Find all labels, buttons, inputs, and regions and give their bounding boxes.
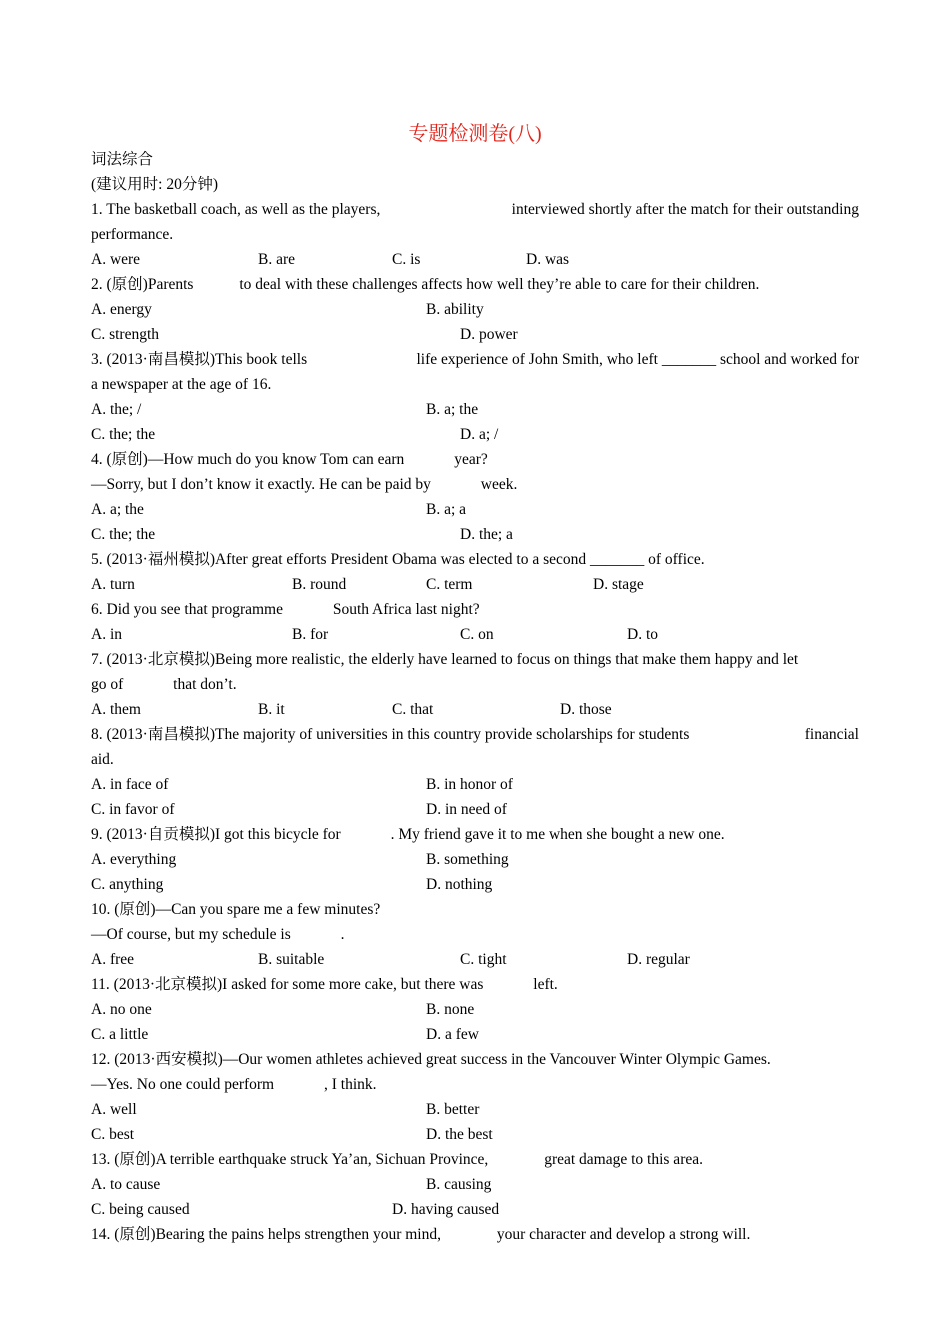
stem-text: left. xyxy=(533,976,558,993)
question-12-stem: 12. (2013·西安模拟)—Our women athletes achieved great success in the Vancouver Winter Olympic Games. xyxy=(91,1051,771,1068)
page-title: 专题检测卷(八) xyxy=(408,123,542,145)
option-d: D. those xyxy=(560,701,612,718)
question-13-stem xyxy=(91,1150,703,1170)
question-14-stem xyxy=(91,1225,750,1245)
option-a: A. in xyxy=(91,626,122,643)
stem-text: 3. (2013·南昌模拟)This book tells xyxy=(91,351,308,368)
question-1-stem xyxy=(91,200,859,220)
option-c: C. being caused xyxy=(91,1201,190,1218)
question-8-stem xyxy=(91,725,859,745)
option-c: C. the; the xyxy=(91,526,156,543)
option-a: A. everything xyxy=(91,851,177,868)
option-a: A. them xyxy=(91,701,141,718)
option-d: D. regular xyxy=(627,951,690,968)
option-b: B. causing xyxy=(426,1176,492,1193)
stem-text: that don’t. xyxy=(173,676,237,693)
option-b: B. in honor of xyxy=(426,776,513,793)
question-10-stem-cont xyxy=(91,925,345,945)
option-d: D. was xyxy=(526,251,570,268)
option-a: A. the; / xyxy=(91,401,142,418)
question-5-stem: 5. (2013·福州模拟)After great efforts President Obama was elected to a second _______ of office. xyxy=(91,551,705,568)
time-note: (建议用时: 20分钟) xyxy=(91,176,219,193)
option-b: B. it xyxy=(258,701,285,718)
stem-text: . xyxy=(340,926,345,943)
stem-text: week. xyxy=(480,476,518,493)
option-d: D. the best xyxy=(426,1126,493,1143)
option-b: B. for xyxy=(292,626,329,643)
option-b: B. better xyxy=(426,1101,480,1118)
option-b: B. none xyxy=(426,1001,475,1018)
stem-text: —Yes. No one could perform xyxy=(91,1076,278,1093)
option-b: B. a; a xyxy=(426,501,467,518)
option-d: D. having caused xyxy=(392,1201,500,1218)
question-11-stem xyxy=(91,975,558,995)
section-heading: 词法综合 xyxy=(91,151,154,168)
option-c: C. tight xyxy=(460,951,507,968)
option-a: A. a; the xyxy=(91,501,144,518)
option-c: C. best xyxy=(91,1126,135,1143)
option-b: B. something xyxy=(426,851,509,868)
stem-text: . My friend gave it to me when she bought a new one. xyxy=(390,826,725,843)
option-d: D. to xyxy=(627,626,658,643)
option-c: C. term xyxy=(426,576,473,593)
option-c: C. that xyxy=(392,701,434,718)
question-7-stem: 7. (2013·北京模拟)Being more realistic, the elderly have learned to focus on things that make them happy and let xyxy=(91,651,799,668)
stem-text: —Of course, but my schedule is xyxy=(91,926,295,943)
option-a: A. free xyxy=(91,951,135,968)
option-c: C. anything xyxy=(91,876,164,893)
question-8-stem-cont: aid. xyxy=(91,751,114,768)
option-a: A. were xyxy=(91,251,141,268)
option-b: B. round xyxy=(292,576,347,593)
option-d: D. the; a xyxy=(460,526,513,543)
option-a: A. turn xyxy=(91,576,135,593)
stem-text: go of xyxy=(91,676,128,693)
stem-text: 2. (原创)Parents xyxy=(91,276,198,293)
stem-text: to deal with these challenges affects how well they’re able to care for their children. xyxy=(239,276,760,293)
option-a: A. energy xyxy=(91,301,152,318)
option-b: B. suitable xyxy=(258,951,325,968)
option-a: A. no one xyxy=(91,1001,152,1018)
stem-text: financial xyxy=(804,726,859,743)
option-d: D. power xyxy=(460,326,518,343)
stem-text: —Sorry, but I don’t know it exactly. He can be paid by xyxy=(91,476,435,493)
option-c: C. a little xyxy=(91,1026,149,1043)
option-a: A. in face of xyxy=(91,776,169,793)
question-6-stem xyxy=(91,600,480,620)
question-7-stem-cont xyxy=(91,675,237,695)
question-10-stem: 10. (原创)—Can you spare me a few minutes? xyxy=(91,901,381,918)
stem-text: your character and develop a strong will. xyxy=(496,1226,751,1243)
stem-text: 6. Did you see that programme xyxy=(91,601,287,618)
question-4-stem xyxy=(91,450,488,470)
option-d: D. nothing xyxy=(426,876,493,893)
option-c: C. is xyxy=(392,251,421,268)
stem-text: 11. (2013·北京模拟)I asked for some more cake, but there was xyxy=(91,976,488,993)
question-3-stem-cont: a newspaper at the age of 16. xyxy=(91,376,272,393)
question-2-stem xyxy=(91,275,759,295)
question-4-stem-cont xyxy=(91,475,517,495)
stem-text: 8. (2013·南昌模拟)The majority of universities in this country provide scholarships for students xyxy=(91,726,690,743)
option-c: C. the; the xyxy=(91,426,156,443)
question-12-stem-cont xyxy=(91,1075,377,1095)
option-a: A. to cause xyxy=(91,1176,161,1193)
stem-text: 13. (原创)A terrible earthquake struck Ya’an, Sichuan Province, xyxy=(91,1151,493,1168)
option-c: C. on xyxy=(460,626,494,643)
stem-text: 4. (原创)—How much do you know Tom can earn xyxy=(91,451,409,468)
question-9-stem xyxy=(91,825,725,845)
option-d: D. stage xyxy=(593,576,644,593)
stem-text: South Africa last night? xyxy=(332,601,480,618)
stem-text: great damage to this area. xyxy=(544,1151,703,1168)
option-b: B. ability xyxy=(426,301,484,318)
stem-text: 1. The basketball coach, as well as the players, xyxy=(91,201,381,218)
stem-text: , I think. xyxy=(323,1076,377,1093)
option-b: B. are xyxy=(258,251,296,268)
option-c: C. in favor of xyxy=(91,801,175,818)
stem-text: year? xyxy=(454,451,488,468)
question-1-stem-cont: performance. xyxy=(91,226,174,243)
stem-text: 9. (2013·自贡模拟)I got this bicycle for xyxy=(91,826,345,843)
option-c: C. strength xyxy=(91,326,160,343)
option-d: D. a; / xyxy=(460,426,499,443)
option-d: D. a few xyxy=(426,1026,479,1043)
option-b: B. a; the xyxy=(426,401,479,418)
stem-text: 14. (原创)Bearing the pains helps strengthen your mind, xyxy=(91,1226,445,1243)
option-d: D. in need of xyxy=(426,801,507,818)
question-3-stem xyxy=(91,350,859,370)
stem-text: interviewed shortly after the match for their outstanding xyxy=(511,201,859,218)
stem-text: life experience of John Smith, who left _______ school and worked for xyxy=(416,351,859,368)
option-a: A. well xyxy=(91,1101,137,1118)
